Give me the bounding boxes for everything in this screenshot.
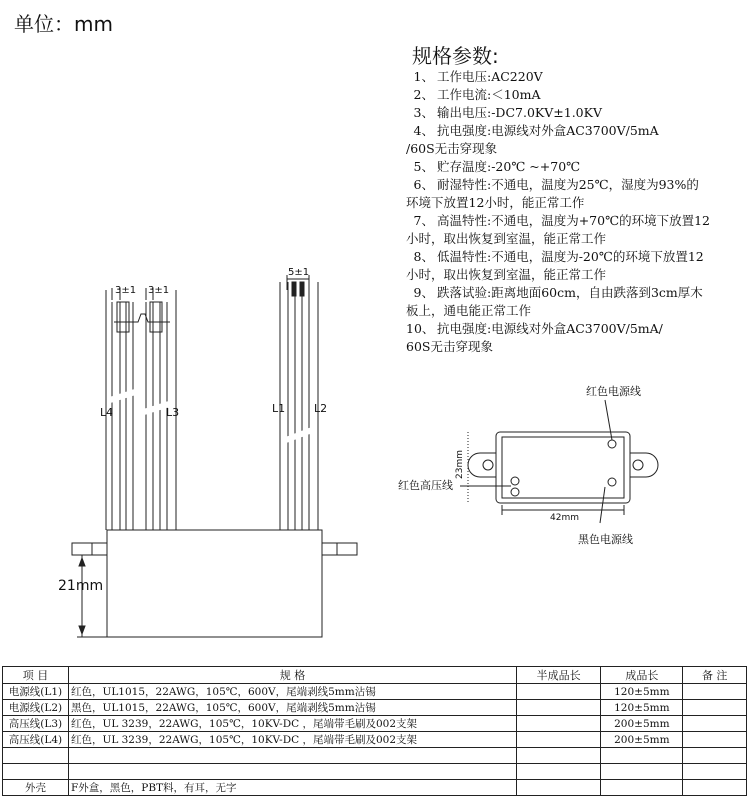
red-hv-label: 红色高压线 (398, 479, 453, 492)
table-cell-len: 200±5mm (601, 732, 683, 748)
spec-item (406, 86, 710, 104)
table-cell-item: 电源线(L2) (3, 700, 69, 716)
table-cell-item (3, 748, 69, 764)
table-cell-semi (517, 780, 601, 796)
spec-item (406, 194, 710, 212)
height-dim-label: 21mm (58, 578, 104, 594)
spec-text: 跌落试验:距离地面60cm，自由跌落到3cm厚木 (437, 285, 703, 300)
table-cell-len (601, 748, 683, 764)
table-cell-semi (517, 748, 601, 764)
spec-item (406, 158, 710, 176)
spec-item (406, 320, 710, 338)
spec-text: 低温特性:不通电，温度为-20℃的环境下放置12 (437, 249, 704, 264)
spec-number: 3、 (413, 105, 434, 120)
unit-label: 单位：mm (14, 12, 113, 36)
spec-text: 贮存温度:-20℃ ~+70℃ (437, 159, 581, 174)
l4-label: L4 (100, 406, 114, 419)
product-front-drawing (0, 0, 390, 665)
spec-text: 环境下放置12小时，能正常工作 (406, 195, 585, 210)
spec-table (2, 666, 747, 796)
specs-title: 规格参数: (412, 44, 499, 68)
spec-item (406, 248, 710, 266)
spec-text: 输出电压:-DC7.0KV±1.0KV (437, 105, 602, 120)
spec-number: 5、 (413, 159, 434, 174)
table-cell-spec: 红色，UL1015，22AWG，105℃，600V，尾端剥线5mm沾锡 (68, 684, 516, 700)
spec-item (406, 266, 710, 284)
black-power-label: 黑色电源线 (578, 533, 633, 546)
spec-text: 抗电强度:电源线对外盒AC3700V/5mA (437, 123, 659, 138)
table-cell-note (683, 732, 747, 748)
table-header: 备 注 (683, 667, 747, 684)
table-row (3, 764, 747, 780)
table-cell-item: 外壳 (3, 780, 69, 796)
table-row (3, 748, 747, 764)
table-cell-item: 高压线(L3) (3, 716, 69, 732)
table-cell-semi (517, 764, 601, 780)
spec-item (406, 284, 710, 302)
dim-left-label: 3±1 (115, 285, 137, 296)
spec-number: 8、 (413, 249, 434, 264)
spec-item (406, 140, 710, 158)
l3-label: L3 (166, 406, 180, 419)
width-dim-label: 42mm (550, 513, 579, 523)
table-cell-spec: 红色，UL 3239，22AWG，105℃，10KV-DC ，尾端带毛刷及002支架 (68, 732, 516, 748)
table-cell-item (3, 764, 69, 780)
spec-number: 9、 (413, 285, 434, 300)
l1-label: L1 (272, 402, 286, 415)
spec-number: 1、 (413, 69, 434, 84)
dim-right-label: 5±1 (288, 267, 310, 278)
spec-item (406, 176, 710, 194)
spec-item (406, 68, 710, 86)
spec-item (406, 302, 710, 320)
spec-item (406, 104, 710, 122)
spec-text: 小时，取出恢复到室温，能正常工作 (406, 231, 607, 246)
table-cell-spec (68, 764, 516, 780)
table-cell-spec: 红色，UL 3239，22AWG，105℃，10KV-DC ，尾端带毛刷及002支架 (68, 716, 516, 732)
table-cell-semi (517, 716, 601, 732)
table-cell-len (601, 780, 683, 796)
table-cell-spec: F外盒，黑色，PBT料，有耳，无字 (68, 780, 516, 796)
table-cell-note (683, 684, 747, 700)
table-row (3, 716, 747, 732)
dim-mid-label: 3±1 (148, 285, 170, 296)
table-header: 项 目 (3, 667, 69, 684)
spec-item (406, 212, 710, 230)
table-cell-spec: 黑色，UL1015，22AWG，105℃，600V，尾端剥线5mm沾锡 (68, 700, 516, 716)
table-cell-note (683, 780, 747, 796)
table-cell-note (683, 716, 747, 732)
table-header: 半成品长 (517, 667, 601, 684)
table-cell-note (683, 700, 747, 716)
housing-body (107, 530, 322, 637)
left-mount-tab (72, 543, 107, 555)
spec-text: 工作电流:＜10mA (437, 87, 541, 102)
spec-text: 小时，取出恢复到室温，能正常工作 (406, 267, 607, 282)
table-cell-len: 200±5mm (601, 716, 683, 732)
table-cell-semi (517, 684, 601, 700)
table-cell-semi (517, 732, 601, 748)
spec-text: /60S无击穿现象 (406, 141, 498, 156)
table-cell-len: 120±5mm (601, 700, 683, 716)
spec-number: 2、 (413, 87, 434, 102)
product-top-view (390, 375, 690, 560)
spec-number: 6、 (413, 177, 434, 192)
specs-list (406, 68, 710, 356)
table-row (3, 780, 747, 796)
spec-text: 耐湿特性:不通电，温度为25℃，湿度为93%的 (437, 177, 699, 192)
table-cell-note (683, 748, 747, 764)
table-cell-spec (68, 748, 516, 764)
table-row (3, 732, 747, 748)
spec-text: 高温特性:不通电，温度为+70℃的环境下放置12 (437, 213, 710, 228)
spec-number: 7、 (413, 213, 434, 228)
spec-text: 工作电压:AC220V (437, 69, 543, 84)
wire-l1-l2 (286, 282, 312, 530)
table-cell-semi (517, 700, 601, 716)
l2-label: L2 (314, 402, 328, 415)
spec-text: 抗电强度:电源线对外盒AC3700V/5mA/ (437, 321, 663, 336)
spec-number: 4、 (413, 123, 434, 138)
table-header: 规 格 (68, 667, 516, 684)
wire-l4 (110, 302, 135, 530)
table-cell-len: 120±5mm (601, 684, 683, 700)
table-header: 成品长 (601, 667, 683, 684)
table-cell-item: 电源线(L1) (3, 684, 69, 700)
spec-item (406, 122, 710, 140)
table-row (3, 684, 747, 700)
spec-item (406, 230, 710, 248)
spec-item (406, 338, 710, 356)
red-power-label: 红色电源线 (586, 385, 641, 398)
spec-text: 60S无击穿现象 (406, 339, 493, 354)
table-row (3, 700, 747, 716)
right-mount-tab (322, 543, 357, 555)
table-cell-item: 高压线(L4) (3, 732, 69, 748)
spec-number: 10、 (406, 321, 435, 336)
spec-text: 板上，通电能正常工作 (406, 303, 532, 318)
height-dim-label-top: 23mm (455, 450, 465, 479)
table-cell-note (683, 764, 747, 780)
table-cell-len (601, 764, 683, 780)
